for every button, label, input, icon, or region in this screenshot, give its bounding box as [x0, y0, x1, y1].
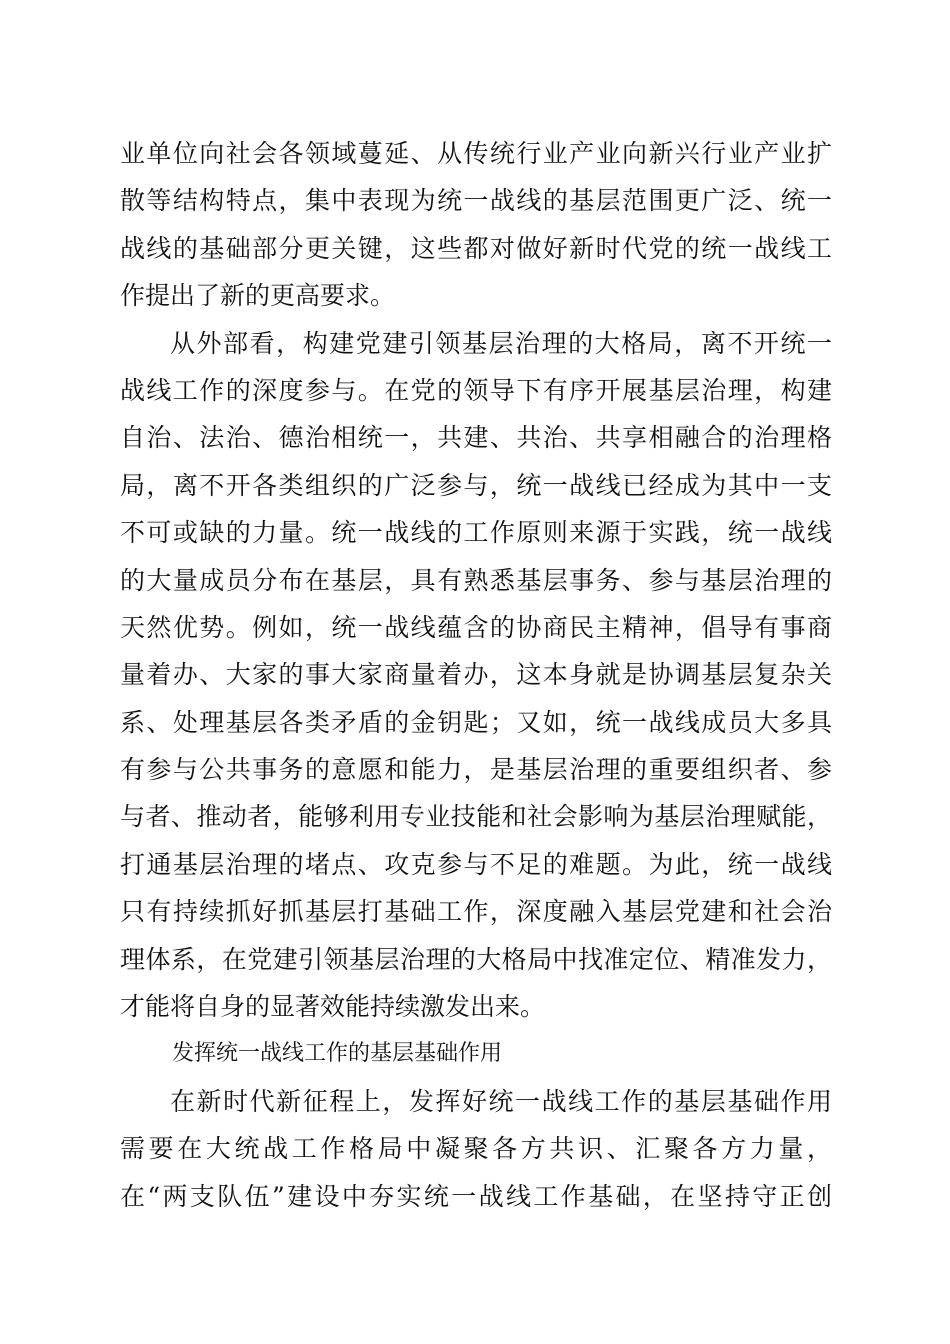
text-line: 在新时代新征程上，发挥好统一战线工作的基层基础作用	[170, 1086, 832, 1116]
text-line: 局，离不开各类组织的广泛参与，统一战线已经成为其中一支	[120, 470, 832, 500]
text-line: 战线的基础部分更关键，这些都对做好新时代党的统一战线工	[120, 233, 832, 263]
section-heading: 发挥统一战线工作的基层基础作用	[172, 1041, 503, 1067]
text-line: 不可或缺的力量。统一战线的工作原则来源于实践，统一战线	[120, 518, 832, 548]
document-body	[120, 130, 832, 1220]
text-line: 散等结构特点，集中表现为统一战线的基层范围更广泛、统一	[120, 186, 832, 216]
text-line: 从外部看，构建党建引领基层治理的大格局，离不开统一	[170, 328, 832, 358]
text-line: 业单位向社会各领域蔓延、从传统行业产业向新兴行业产业扩	[120, 139, 832, 168]
text-line: 需要在大统战工作格局中凝聚各方共识、汇聚各方力量，	[120, 1134, 832, 1164]
text-line: 只有持续抓好抓基层打基础工作，深度融入基层党建和社会治	[120, 897, 832, 927]
text-line: 与者、推动者，能够利用专业技能和社会影响为基层治理赋能，	[120, 802, 832, 832]
text-line: 打通基层治理的堵点、攻克参与不足的难题。为此，统一战线	[120, 849, 832, 879]
text-line: 在“两支队伍”建设中夯实统一战线工作基础，在坚持守正创	[120, 1181, 832, 1211]
text-line: 才能将自身的显著效能持续激发出来。	[120, 992, 546, 1022]
text-line: 量着办、大家的事大家商量着办，这本身就是协调基层复杂关	[120, 660, 832, 690]
text-line: 理体系，在党建引领基层治理的大格局中找准定位、精准发力，	[120, 944, 832, 974]
text-line: 有参与公共事务的意愿和能力，是基层治理的重要组织者、参	[120, 755, 832, 785]
text-line: 自治、法治、德治相统一，共建、共治、共享相融合的治理格	[120, 423, 832, 453]
text-line: 天然优势。例如，统一战线蕴含的协商民主精神，倡导有事商	[120, 612, 832, 642]
text-line: 系、处理基层各类矛盾的金钥匙；又如，统一战线成员大多具	[120, 707, 832, 737]
text-line: 作提出了新的更高要求。	[120, 281, 396, 311]
text-line: 的大量成员分布在基层，具有熟悉基层事务、参与基层治理的	[120, 565, 832, 595]
text-line: 战线工作的深度参与。在党的领导下有序开展基层治理，构建	[120, 375, 832, 405]
